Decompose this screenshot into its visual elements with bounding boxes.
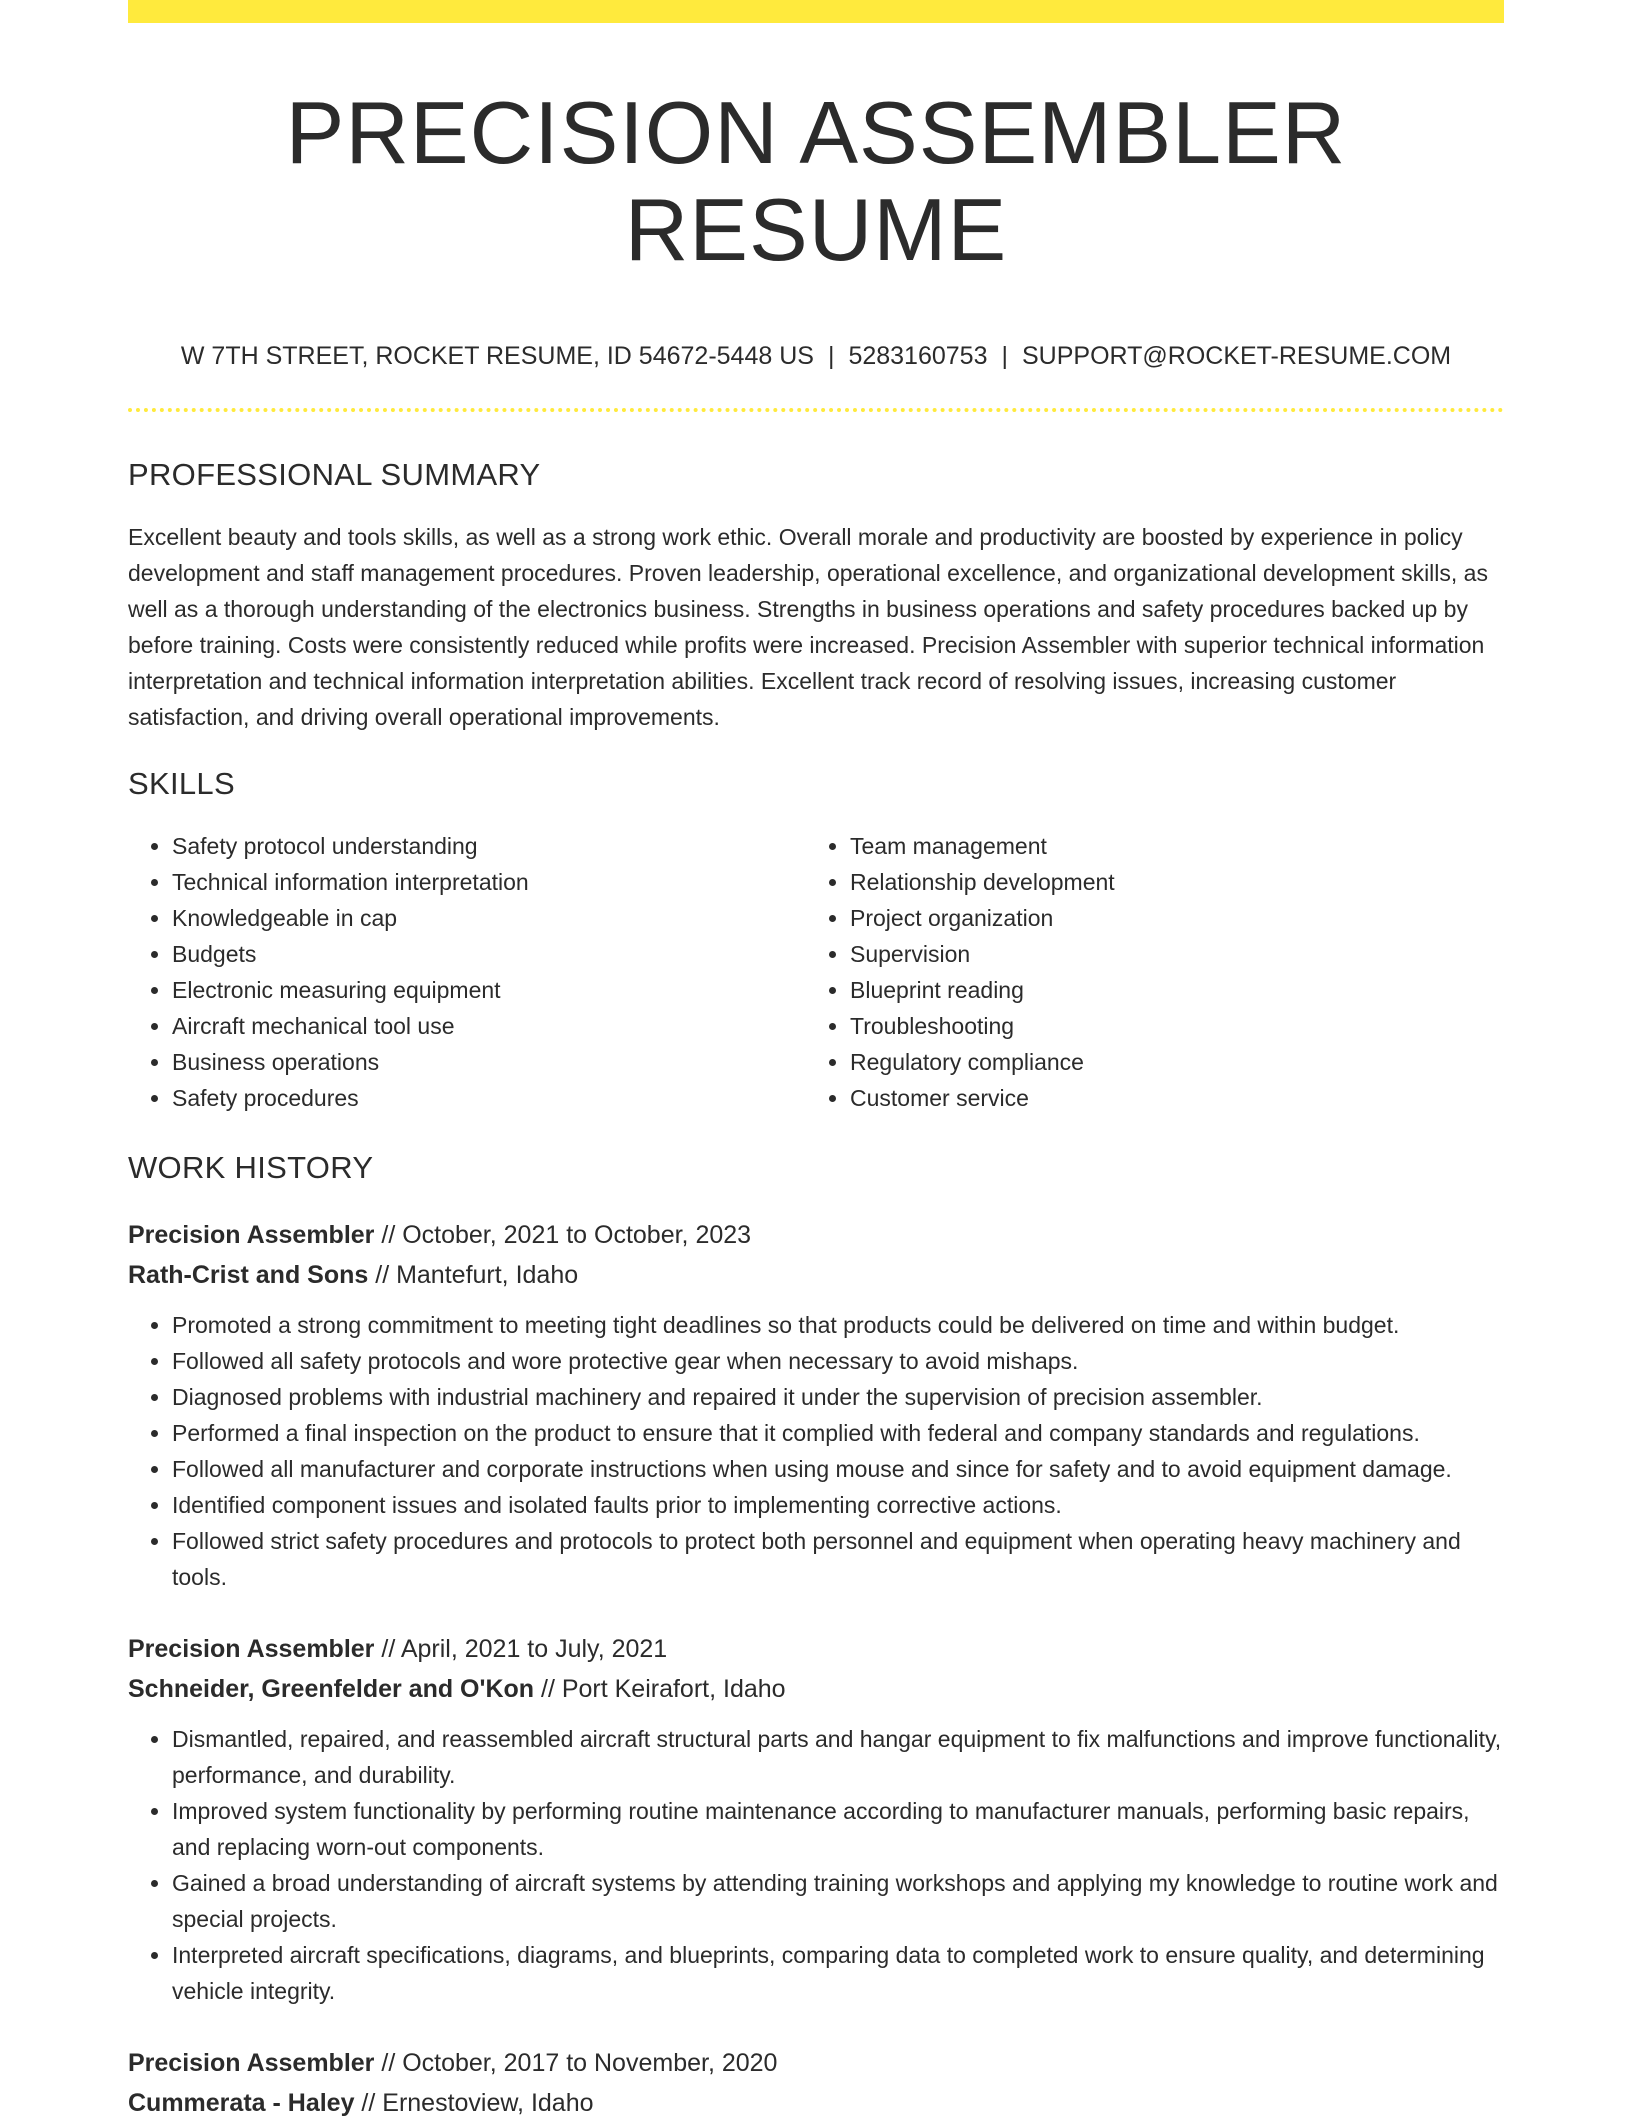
job-bullet: • Dismantled, repaired, and reassembled aircraft structural parts and hangar equipment to fix malfunctions and improve functionality, performance, and durability. <box>172 1721 1504 1793</box>
job-title-line <box>128 1629 1504 1669</box>
job-company: Rath-Crist and Sons <box>128 1261 369 1290</box>
contact-line <box>128 341 1504 371</box>
resume-page <box>128 0 1504 2123</box>
contact-email: SUPPORT@ROCKET-RESUME.COM <box>1021 341 1452 370</box>
job-title: Precision Assembler <box>128 1221 375 1250</box>
job-title-line <box>128 1215 1504 1255</box>
skill-item: • Technical information interpretation <box>172 864 806 900</box>
job-location: // Mantefurt, Idaho <box>368 1261 579 1290</box>
job-dates: // October, 2017 to November, 2020 <box>374 2049 778 2078</box>
skill-item: • Regulatory compliance <box>850 1044 1484 1080</box>
job-bullet: • Followed all manufacturer and corporate instructions when using mouse and since for safety and to avoid equipment damage. <box>172 1451 1504 1487</box>
job-title: Precision Assembler <box>128 2049 375 2078</box>
skill-item: • Project organization <box>850 900 1484 936</box>
summary-text: Excellent beauty and tools skills, as well as a strong work ethic. Overall morale and productivity are boosted by experience in policy development and staff management procedures. Proven leadership, operational excellence, and organizational development skills, as well as a thorough understanding of the electronics business. Strengths in business operations and safety procedures backed up by before training. Costs were consistently reduced while profits were increased. Precision Assembler with superior technical information interpretation and technical information interpretation abilities. Excellent track record of resolving issues, increasing customer satisfaction, and driving overall operational improvements. <box>128 523 1488 730</box>
skill-item: • Business operations <box>172 1044 806 1080</box>
skill-item: • Relationship development <box>850 864 1484 900</box>
contact-separator: | <box>827 341 835 370</box>
job-bullets <box>128 1307 1504 1595</box>
skill-item: • Blueprint reading <box>850 972 1484 1008</box>
contact-separator: | <box>1001 341 1008 370</box>
skill-item: • Customer service <box>850 1080 1484 1116</box>
job-bullet: • Followed all safety protocols and wore protective gear when necessary to avoid mishaps. <box>172 1343 1504 1379</box>
skill-item: • Safety procedures <box>172 1080 806 1116</box>
job-bullet: • Performed a final inspection on the product to ensure that it complied with federal and company standards and regulations. <box>172 1415 1504 1451</box>
skills-grid <box>128 828 1504 1116</box>
skill-item: • Troubleshooting <box>850 1008 1484 1044</box>
resume-title: PRECISION ASSEMBLER RESUME <box>285 83 1347 279</box>
job-bullet: • Identified component issues and isolated faults prior to implementing corrective actions. <box>172 1487 1504 1523</box>
job-dates: // October, 2021 to October, 2023 <box>374 1221 752 1250</box>
skills-heading: SKILLS <box>128 765 235 801</box>
job-company: Cummerata - Haley <box>128 2089 355 2118</box>
job-location: // Port Keirafort, Idaho <box>534 1675 786 1704</box>
job-title-line <box>128 2043 1504 2083</box>
job-bullet: • Interpreted aircraft specifications, diagrams, and blueprints, comparing data to completed work to ensure quality, and determining vehicle integrity. <box>172 1937 1504 2009</box>
job-bullet: • Diagnosed problems with industrial machinery and repaired it under the supervision of precision assembler. <box>172 1379 1504 1415</box>
job-company: Schneider, Greenfelder and O'Kon <box>128 1675 535 1704</box>
skill-item: • Knowledgeable in cap <box>172 900 806 936</box>
job-entry <box>128 1629 1504 2009</box>
job-bullet: • Gained a broad understanding of aircraft systems by attending training workshops and applying my knowledge to routine work and special projects. <box>172 1865 1504 1937</box>
skill-item: • Aircraft mechanical tool use <box>172 1008 806 1044</box>
job-bullets <box>128 1721 1504 2009</box>
summary-heading: PROFESSIONAL SUMMARY <box>128 456 541 492</box>
job-location: // Ernestoview, Idaho <box>354 2089 594 2118</box>
work-history-heading: WORK HISTORY <box>128 1149 374 1185</box>
job-company-line <box>128 2083 1504 2123</box>
job-company-line <box>128 1669 1504 1709</box>
contact-phone: 5283160753 <box>848 341 988 370</box>
skill-item: • Supervision <box>850 936 1484 972</box>
job-dates: // April, 2021 to July, 2021 <box>374 1635 668 1664</box>
dotted-divider <box>128 408 1504 412</box>
job-title: Precision Assembler <box>128 1635 375 1664</box>
job-entry <box>128 2043 1504 2123</box>
job-bullet: • Followed strict safety procedures and protocols to protect both personnel and equipment when operating heavy machinery and tools. <box>172 1523 1504 1595</box>
contact-address: W 7TH STREET, ROCKET RESUME, ID 54672-5448 US <box>180 341 814 370</box>
job-bullet: • Promoted a strong commitment to meeting tight deadlines so that products could be delivered on time and within budget. <box>172 1307 1504 1343</box>
job-entry <box>128 1215 1504 1595</box>
skill-item: • Team management <box>850 828 1484 864</box>
skill-item: • Budgets <box>172 936 806 972</box>
job-company-line <box>128 1255 1504 1295</box>
job-bullet: • Improved system functionality by performing routine maintenance according to manufacturer manuals, performing basic repairs, and replacing worn-out components. <box>172 1793 1504 1865</box>
skill-item: • Electronic measuring equipment <box>172 972 806 1008</box>
skills-column-left <box>128 828 806 1116</box>
skill-item: • Safety protocol understanding <box>172 828 806 864</box>
skills-column-right <box>806 828 1484 1116</box>
accent-top-bar <box>128 0 1504 23</box>
